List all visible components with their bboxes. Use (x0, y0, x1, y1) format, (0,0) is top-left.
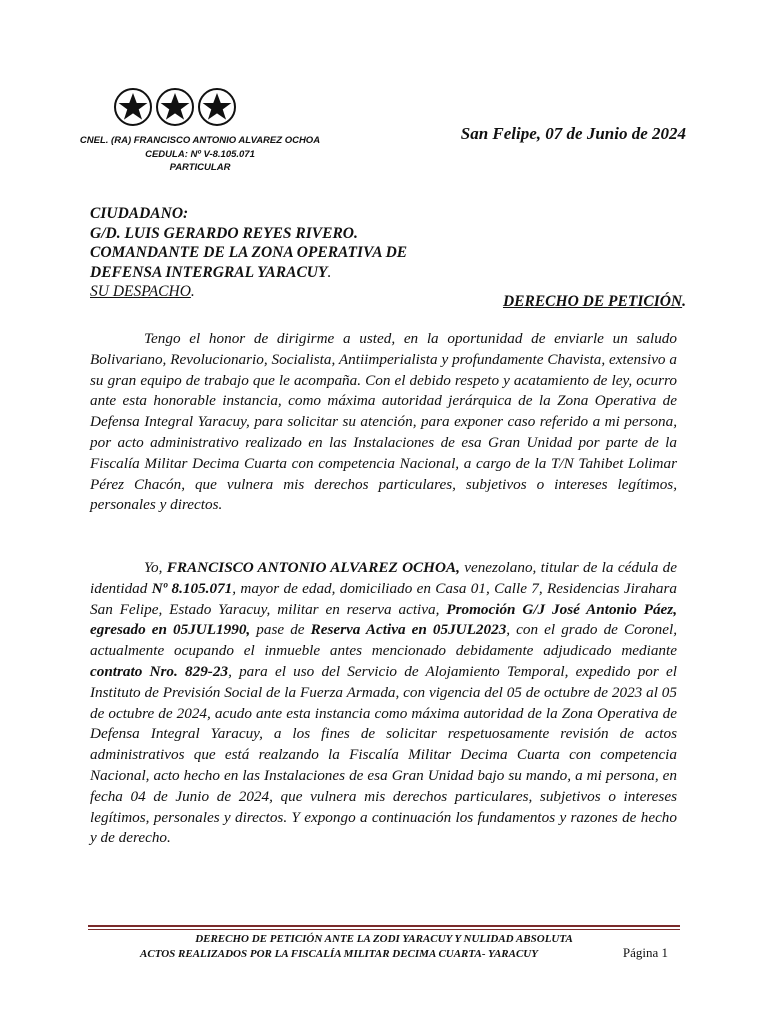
p2-text: , para el uso del Servicio de Alojamiento Temporal, expedido por el Instituto de Previsión Social de la Fuerza Armada, con vigencia del 05 de octubre de 2023 al 05 de octubre de 2024, acudo ante esta instancia como máxima autoridad de la Zona Operativa de Defensa Integral Yaracuy, a los fines de solicitar respetuosamente revisión de actos administrativos que está realzando la Fiscalía Militar Decima Cuarta con competencia Nacional, acto hecho en las Instalaciones de esa Gran Unidad bajo su mando, a mi persona, en fecha 04 de Junio de 2024, que vulnera mis derechos particulares, subjetivos o intereses legítimos, personales y directos. Y expongo a continuación los fundamentos y razones de hecho y de derecho. (90, 662, 677, 847)
p2-bold-name: FRANCISCO ANTONIO ALVAREZ OCHOA, (166, 559, 460, 576)
footer-line-2: ACTOS REALIZADOS POR LA FISCALÍA MILITAR DECIMA CUARTA- YARACUY (140, 948, 538, 960)
addressee-line-3: COMANDANTE DE LA ZONA OPERATIVA DE (90, 244, 408, 261)
star-icon (156, 88, 194, 126)
p2-bold-contract: contrato Nro. 829-23 (90, 662, 229, 680)
addressee-line-4 (90, 263, 407, 283)
body-paragraph-2 (90, 558, 677, 849)
p2-bold-promotion: Promoción G/J José Antonio Páez, egresado en 05JUL1990, (90, 600, 677, 639)
p2-bold-id: Nº 8.105.071 (151, 579, 233, 597)
addressee-line-5-text: SU DESPACHO (90, 283, 191, 300)
addressee-line-1: CIUDADANO: (90, 205, 189, 222)
p2-text: venezolano, titular de la cédula de identidad (90, 559, 677, 597)
footer-text (88, 932, 680, 962)
addressee-line-5 (90, 282, 407, 302)
sender-name: CNEL. (RA) FRANCISCO ANTONIO ALVAREZ OCHOA (79, 135, 321, 146)
sender-type: PARTICULAR (169, 162, 231, 173)
subject-suffix: . (682, 293, 686, 310)
addressee-line-4-text: DEFENSA INTERGRAL YARACUY (90, 263, 328, 281)
addressee-line-2: G/D. LUIS GERARDO REYES RIVERO. (90, 224, 358, 242)
subject-text: DERECHO DE PETICIÓN (502, 293, 683, 310)
addressee-line-4-suffix: . (327, 263, 332, 281)
p2-text: Yo, (144, 559, 167, 576)
p2-text: pase de (250, 621, 311, 639)
emblem-stars (114, 88, 236, 126)
p2-text: , mayor de edad, domiciliado en Casa 01, Calle 7, Residencias Jirahara San Felipe, Estado Yaracuy, militar en reserva activa, (90, 579, 677, 618)
addressee-line-5-suffix: . (190, 283, 195, 300)
p2-text: , con el grado de Coronel, actualmente ocupando el inmueble antes mencionado debidamente adjudicado mediante (90, 621, 677, 660)
subject-heading (503, 293, 686, 311)
star-icon (114, 88, 152, 126)
letter-date: San Felipe, 07 de Junio de 2024 (460, 124, 686, 143)
sender-id: CEDULA: Nº V-8.105.071 (145, 148, 255, 160)
body-paragraph-1: Tengo el honor de dirigirme a usted, en la oportunidad de enviarle un saludo Bolivariano, Revolucionario, Socialista, Antiimperialista y profundamente Chavista, extensivo a su gran equipo de trabajo que le acompaña. Con el debido respeto y acatamiento de ley, ocurro ante esta honorable instancia, como máxima autoridad jerárquica de la Zona Operativa de Defensa Integral Yaracuy, para solicitar su atención, para exponer caso referido a mi persona, por acto administrativo realizado en las Instalaciones de esa Gran Unidad por parte de la Fiscalía Militar Decima Cuarta con competencia Nacional, a cargo de la T/N Tahibet Lolimar Pérez Chacón, que vulnera mis derechos particulares, subjetivos o intereses legítimos, personales y directos. (90, 330, 677, 514)
sender-block (70, 134, 330, 175)
p2-bold-reserve: Reserva Activa en 05JUL2023 (310, 621, 507, 639)
star-icon (198, 88, 236, 126)
addressee-block (90, 204, 407, 302)
page-number: Página 1 (622, 945, 668, 960)
footer-rule (88, 925, 680, 927)
footer-rule-thin (88, 929, 680, 930)
footer-line-1: DERECHO DE PETICIÓN ANTE LA ZODI YARACUY Y NULIDAD ABSOLUTA (195, 933, 573, 945)
